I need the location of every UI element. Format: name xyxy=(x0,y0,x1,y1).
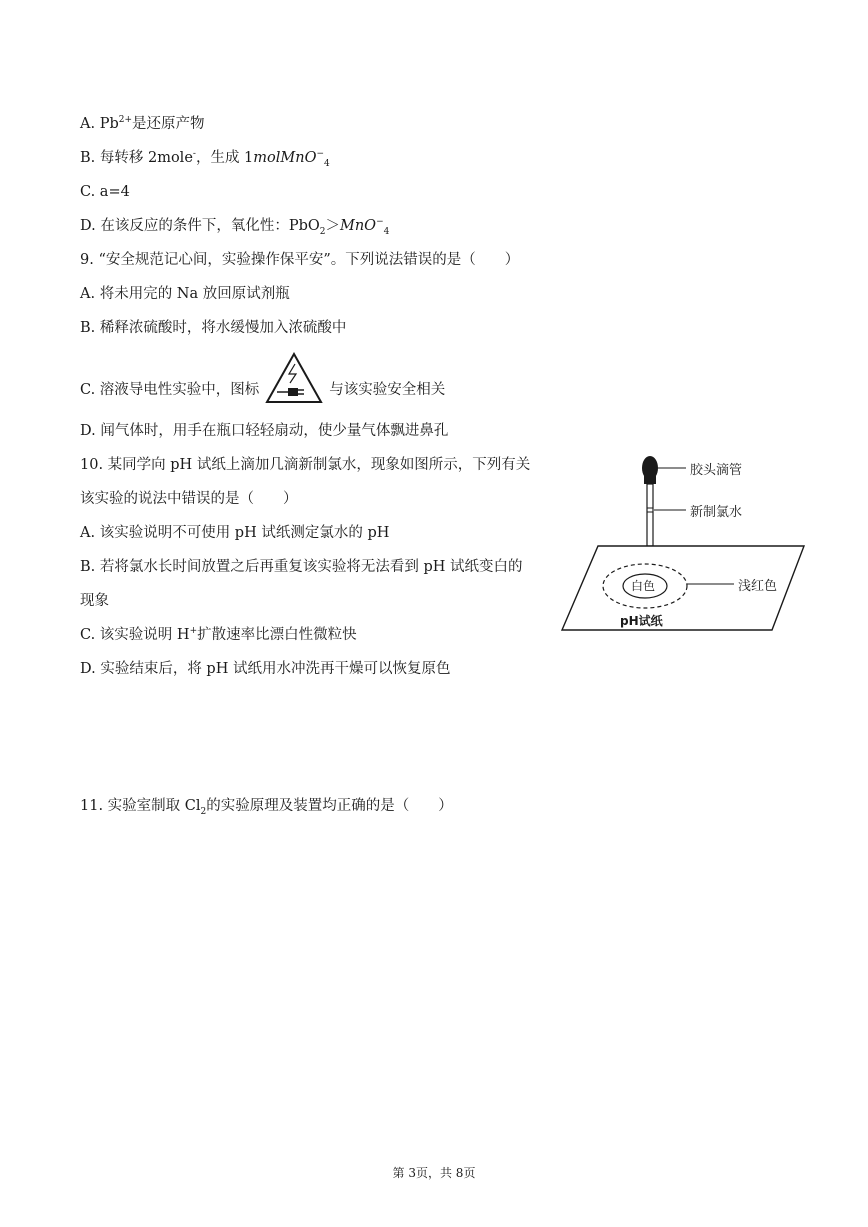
q10-option-a: A. 该实验说明不可使用 pH 试纸测定氯水的 pH xyxy=(80,525,390,541)
q10-stem-line2: 该实验的说法中错误的是（ ） xyxy=(80,491,298,507)
label-ph-paper: pH试纸 xyxy=(620,614,663,628)
q10-option-c: C. 该实验说明 H+扩散速率比漂白性微粒快 xyxy=(80,626,357,643)
q9-stem: 9. “安全规范记心间，实验操作保平安”。下列说法错误的是（ ） xyxy=(80,252,520,268)
label-chlorine-water: 新制氯水 xyxy=(690,505,743,520)
q8-option-b: B. 每转移 2mole-，生成 1molMnO−$_4$ xyxy=(80,149,330,169)
q9-option-b: B. 稀释浓硫酸时，将水缓慢加入浓硫酸中 xyxy=(80,320,347,336)
q8-option-c: C. a=4 xyxy=(80,184,130,200)
q9-option-a: A. 将未用完的 Na 放回原试剂瓶 xyxy=(80,286,290,302)
q10-stem-line1: 10. 某同学向 pH 试纸上滴加几滴新制氯水，现象如图所示，下列有关 xyxy=(80,457,531,473)
q10-option-d: D. 实验结束后，将 pH 试纸用水冲洗再干燥可以恢复原色 xyxy=(80,661,451,677)
page-footer: 第 3页，共 8页 xyxy=(392,1166,476,1180)
q8-option-d: D. 在该反应的条件下，氧化性：PbO$_2$＞MnO−$_4$ xyxy=(80,217,390,237)
q9-option-d: D. 闻气体时，用手在瓶口轻轻扇动，使少量气体飘进鼻孔 xyxy=(80,423,449,439)
ph-paper-figure xyxy=(548,448,828,638)
q10-option-b-line2: 现象 xyxy=(80,593,109,609)
label-dropper: 胶头滴管 xyxy=(690,463,743,478)
q8-option-a: A. $Pb^{2+}$是还原产物 xyxy=(80,115,205,132)
label-white: 白色 xyxy=(631,579,656,593)
q9-option-c: C. 溶液导电性实验中，图标 与该实验安全相关 xyxy=(80,352,445,408)
q10-option-b-line1: B. 若将氯水长时间放置之后再重复该实验将无法看到 pH 试纸变白的 xyxy=(80,559,523,575)
electric-hazard-icon xyxy=(265,352,323,428)
q11-stem: 11. 实验室制取 $Cl_2$的实验原理及装置均正确的是（ ） xyxy=(80,798,453,817)
dropper-tube xyxy=(647,484,653,546)
label-light-red: 浅红色 xyxy=(738,579,778,594)
